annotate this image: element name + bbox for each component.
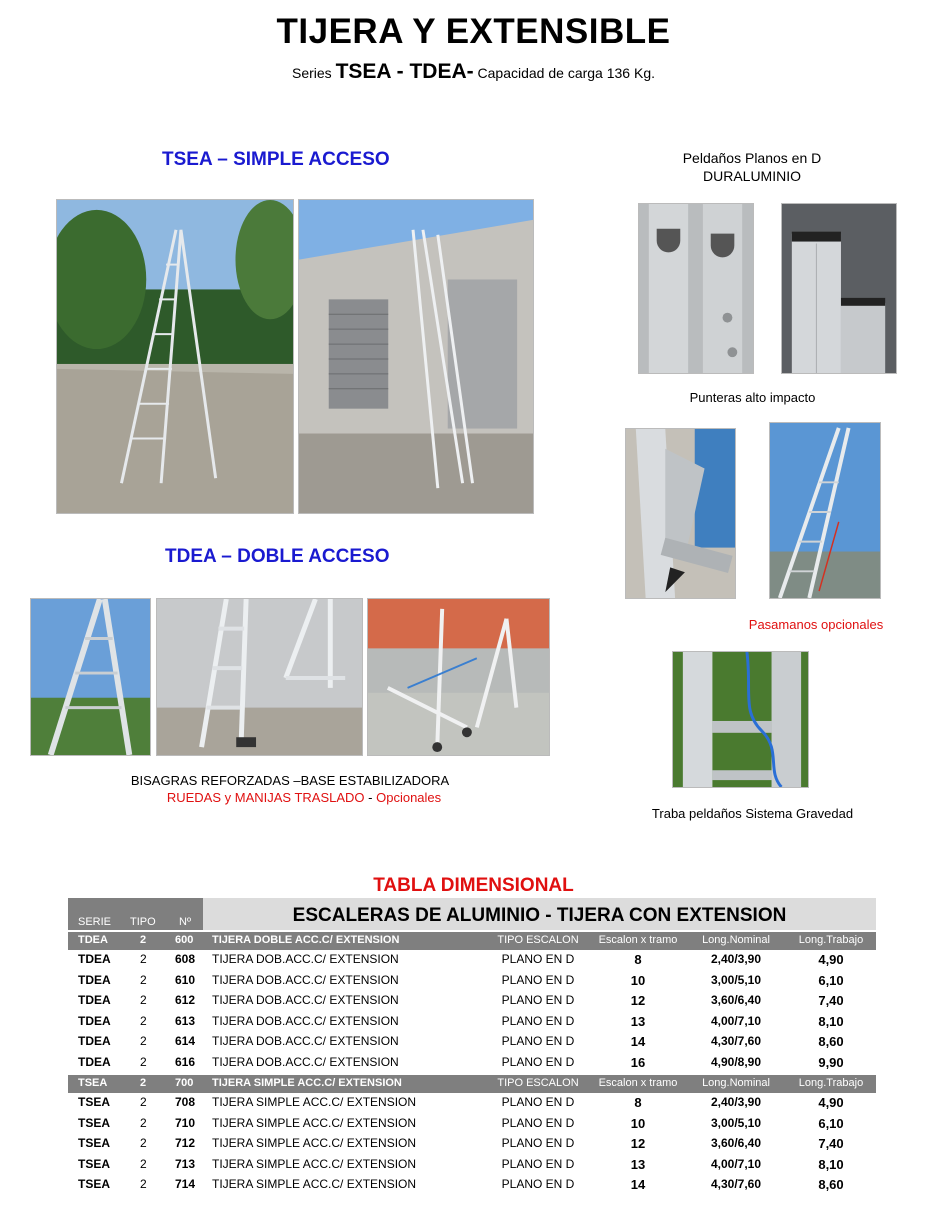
cell-serie: TSEA	[78, 1177, 111, 1191]
table-row	[68, 991, 876, 1012]
cell-serie: TSEA	[78, 1156, 111, 1171]
cell-n: 610	[175, 972, 196, 987]
table-main-title: ESCALERAS DE ALUMINIO - TIJERA CON EXTENSION	[292, 905, 787, 926]
cell-long-trabajo: 9,90	[818, 1054, 844, 1070]
cell-long-trabajo: 8,60	[818, 1034, 844, 1049]
table-row	[68, 1093, 876, 1114]
cell-escalon-tramo: 12	[630, 993, 646, 1008]
cell-tipo: 2	[140, 1034, 147, 1048]
cell-desc: TIJERA SIMPLE ACC.C/ EXTENSION	[212, 1095, 417, 1109]
cell-escalon-tramo: 12	[630, 1136, 646, 1151]
cell-tipo-escalon: PLANO EN D	[501, 1095, 575, 1109]
traba-caption: Traba peldaños Sistema Gravedad	[651, 806, 854, 821]
cell-serie: TDEA	[78, 993, 111, 1007]
cell-escalon-tramo: 10	[630, 972, 646, 988]
col-header-tipo: TIPO	[130, 916, 156, 928]
table-row	[68, 1114, 876, 1135]
cell-tipo: 2	[140, 1177, 147, 1191]
cell-long-nominal: 4,90/8,90	[710, 1054, 762, 1069]
peldanos-photo-profile	[781, 203, 897, 374]
section-col-long-nominal: Long.Nominal	[702, 934, 770, 946]
table-header-row	[68, 898, 876, 930]
cell-tipo: 2	[140, 952, 147, 966]
cell-long-trabajo: 6,10	[818, 972, 844, 988]
peldanos-caption-line2: DURALUMINIO	[702, 168, 801, 184]
section-header-tdea	[68, 932, 876, 950]
cell-serie: TDEA	[78, 1013, 111, 1028]
table-header-left	[68, 898, 203, 930]
page-title: TIJERA Y EXTENSIBLE	[276, 12, 671, 51]
table-row	[68, 1053, 876, 1074]
section-col-long-trabajo: Long.Trabajo	[798, 1077, 864, 1089]
cell-n: 710	[175, 1115, 196, 1130]
cell-desc: TIJERA DOB.ACC.C/ EXTENSION	[212, 1034, 399, 1048]
section-serie: TDEA	[78, 934, 108, 946]
table-row	[68, 1175, 876, 1196]
cell-desc: TIJERA SIMPLE ACC.C/ EXTENSION	[212, 1115, 417, 1130]
cell-n: 616	[175, 1054, 196, 1069]
section-n: 600	[175, 934, 194, 946]
tsea-photo-road	[56, 199, 294, 514]
cell-long-trabajo: 7,40	[818, 1136, 844, 1151]
section-col-tipo-escalon: TIPO ESCALON	[497, 1077, 579, 1089]
cell-long-nominal: 3,00/5,10	[710, 1115, 762, 1130]
cell-long-nominal: 3,60/6,40	[710, 1136, 762, 1150]
subtitle-prefix: Series	[292, 65, 332, 81]
cell-tipo: 2	[140, 1115, 147, 1130]
section-col-long-trabajo: Long.Trabajo	[798, 934, 864, 946]
table-row	[68, 1155, 876, 1176]
cell-desc: TIJERA SIMPLE ACC.C/ EXTENSION	[212, 1156, 417, 1171]
tdea-caption-line2	[100, 790, 508, 805]
cell-serie: TSEA	[78, 1115, 111, 1130]
cell-long-nominal: 4,00/7,10	[710, 1013, 762, 1028]
col-header-serie: SERIE	[78, 916, 112, 928]
cell-tipo: 2	[140, 1136, 147, 1150]
cell-long-trabajo: 8,60	[818, 1177, 844, 1192]
dimension-table	[68, 898, 876, 1196]
cell-long-nominal: 3,00/5,10	[710, 972, 762, 987]
cell-escalon-tramo: 8	[634, 1095, 642, 1110]
cell-serie: TDEA	[78, 972, 111, 987]
table-row	[68, 950, 876, 971]
cell-serie: TSEA	[78, 1095, 111, 1109]
cell-desc: TIJERA DOB.ACC.C/ EXTENSION	[212, 972, 399, 987]
cell-tipo-escalon: PLANO EN D	[501, 1013, 575, 1028]
cell-long-trabajo: 4,90	[818, 1095, 844, 1110]
section-col-escalon-tramo: Escalon x tramo	[598, 934, 678, 946]
section-serie: TSEA	[78, 1077, 108, 1089]
pasamanos-caption: Pasamanos opcionales	[748, 617, 884, 632]
cell-tipo: 2	[140, 993, 147, 1007]
cell-tipo-escalon: PLANO EN D	[501, 1177, 575, 1191]
tdea-photo-outdoor	[30, 598, 151, 756]
cell-escalon-tramo: 13	[630, 1156, 646, 1172]
tdea-caption-ruedas: RUEDAS y MANIJAS TRASLADO	[166, 790, 365, 805]
cell-n: 713	[175, 1156, 196, 1171]
cell-tipo-escalon: PLANO EN D	[501, 1034, 575, 1048]
table-row	[68, 1134, 876, 1155]
cell-long-nominal: 4,30/7,60	[710, 1177, 762, 1191]
table-title: TABLA DIMENSIONAL	[373, 875, 574, 896]
cell-tipo: 2	[140, 1156, 147, 1171]
tdea-caption-separator: -	[364, 790, 377, 805]
tdea-caption-line1: BISAGRAS REFORZADAS –BASE ESTABILIZADORA	[130, 773, 450, 788]
section-col-escalon-tramo: Escalon x tramo	[598, 1077, 678, 1089]
cell-serie: TDEA	[78, 1034, 111, 1048]
cell-long-nominal: 3,60/6,40	[710, 993, 762, 1007]
cell-n: 613	[175, 1013, 196, 1028]
cell-desc: TIJERA DOB.ACC.C/ EXTENSION	[212, 1054, 399, 1069]
cell-n: 714	[175, 1177, 196, 1191]
cell-desc: TIJERA DOB.ACC.C/ EXTENSION	[212, 952, 399, 966]
subtitle-series: TSEA - TDEA-	[335, 60, 474, 83]
cell-tipo: 2	[140, 1095, 147, 1109]
page-subtitle	[0, 60, 927, 84]
cell-tipo: 2	[140, 1054, 147, 1069]
cell-desc: TIJERA DOB.ACC.C/ EXTENSION	[212, 1013, 399, 1028]
traba-photo	[672, 651, 809, 788]
cell-tipo-escalon: PLANO EN D	[501, 952, 575, 966]
cell-tipo: 2	[140, 1013, 147, 1028]
section-tipo: 2	[140, 1077, 147, 1089]
punteras-caption: Punteras alto impacto	[689, 390, 816, 405]
peldanos-photo-rungs	[638, 203, 754, 374]
section-desc: TIJERA SIMPLE ACC.C/ EXTENSION	[212, 1077, 402, 1089]
section-header-tsea	[68, 1075, 876, 1093]
peldanos-caption-line1: Peldaños Planos en D	[682, 150, 822, 166]
table-row	[68, 1032, 876, 1053]
cell-escalon-tramo: 16	[630, 1054, 646, 1070]
cell-tipo-escalon: PLANO EN D	[501, 972, 575, 987]
section-col-tipo-escalon: TIPO ESCALON	[497, 934, 579, 946]
table-row	[68, 1012, 876, 1033]
punteras-photo-hinge	[625, 428, 736, 599]
tsea-photo-building	[298, 199, 534, 514]
section-desc: TIJERA DOBLE ACC.C/ EXTENSION	[212, 934, 400, 946]
cell-n: 712	[175, 1136, 196, 1150]
cell-serie: TDEA	[78, 952, 111, 966]
cell-long-trabajo: 8,10	[818, 1156, 844, 1172]
tdea-photo-base	[156, 598, 363, 756]
cell-tipo-escalon: PLANO EN D	[501, 1115, 575, 1130]
tdea-heading: TDEA – DOBLE ACCESO	[165, 546, 390, 567]
subtitle-capacity: Capacidad de carga 136 Kg.	[477, 65, 655, 81]
cell-n: 708	[175, 1095, 196, 1109]
cell-n: 614	[175, 1034, 196, 1048]
tdea-caption-opcionales: Opcionales	[376, 790, 442, 805]
cell-desc: TIJERA SIMPLE ACC.C/ EXTENSION	[212, 1177, 417, 1191]
cell-tipo: 2	[140, 972, 147, 987]
cell-tipo-escalon: PLANO EN D	[501, 993, 575, 1007]
cell-long-nominal: 2,40/3,90	[710, 1095, 762, 1109]
cell-serie: TSEA	[78, 1136, 111, 1150]
cell-long-trabajo: 8,10	[818, 1013, 844, 1029]
cell-long-nominal: 2,40/3,90	[710, 952, 762, 966]
tdea-photo-wheels	[367, 598, 550, 756]
section-n: 700	[175, 1077, 194, 1089]
tsea-heading: TSEA – SIMPLE ACCESO	[162, 149, 390, 170]
cell-tipo-escalon: PLANO EN D	[501, 1136, 575, 1150]
section-col-long-nominal: Long.Nominal	[702, 1077, 770, 1089]
cell-escalon-tramo: 14	[630, 1034, 646, 1049]
cell-tipo-escalon: PLANO EN D	[501, 1156, 575, 1171]
cell-long-trabajo: 6,10	[818, 1115, 844, 1131]
cell-n: 608	[175, 952, 196, 966]
cell-escalon-tramo: 13	[630, 1013, 646, 1029]
table-header-main	[203, 898, 876, 930]
table-row	[68, 971, 876, 992]
cell-long-nominal: 4,00/7,10	[710, 1156, 762, 1171]
cell-long-nominal: 4,30/7,60	[710, 1034, 762, 1048]
pasamanos-photo	[769, 422, 881, 599]
cell-tipo-escalon: PLANO EN D	[501, 1054, 575, 1069]
cell-escalon-tramo: 10	[630, 1115, 646, 1131]
cell-long-trabajo: 4,90	[818, 952, 844, 967]
cell-n: 612	[175, 993, 196, 1007]
cell-serie: TDEA	[78, 1054, 111, 1069]
cell-long-trabajo: 7,40	[818, 993, 844, 1008]
section-tipo: 2	[140, 934, 147, 946]
cell-desc: TIJERA DOB.ACC.C/ EXTENSION	[212, 993, 399, 1007]
cell-desc: TIJERA SIMPLE ACC.C/ EXTENSION	[212, 1136, 417, 1150]
cell-escalon-tramo: 14	[630, 1177, 646, 1192]
cell-escalon-tramo: 8	[634, 952, 642, 967]
col-header-n: Nº	[179, 916, 191, 928]
